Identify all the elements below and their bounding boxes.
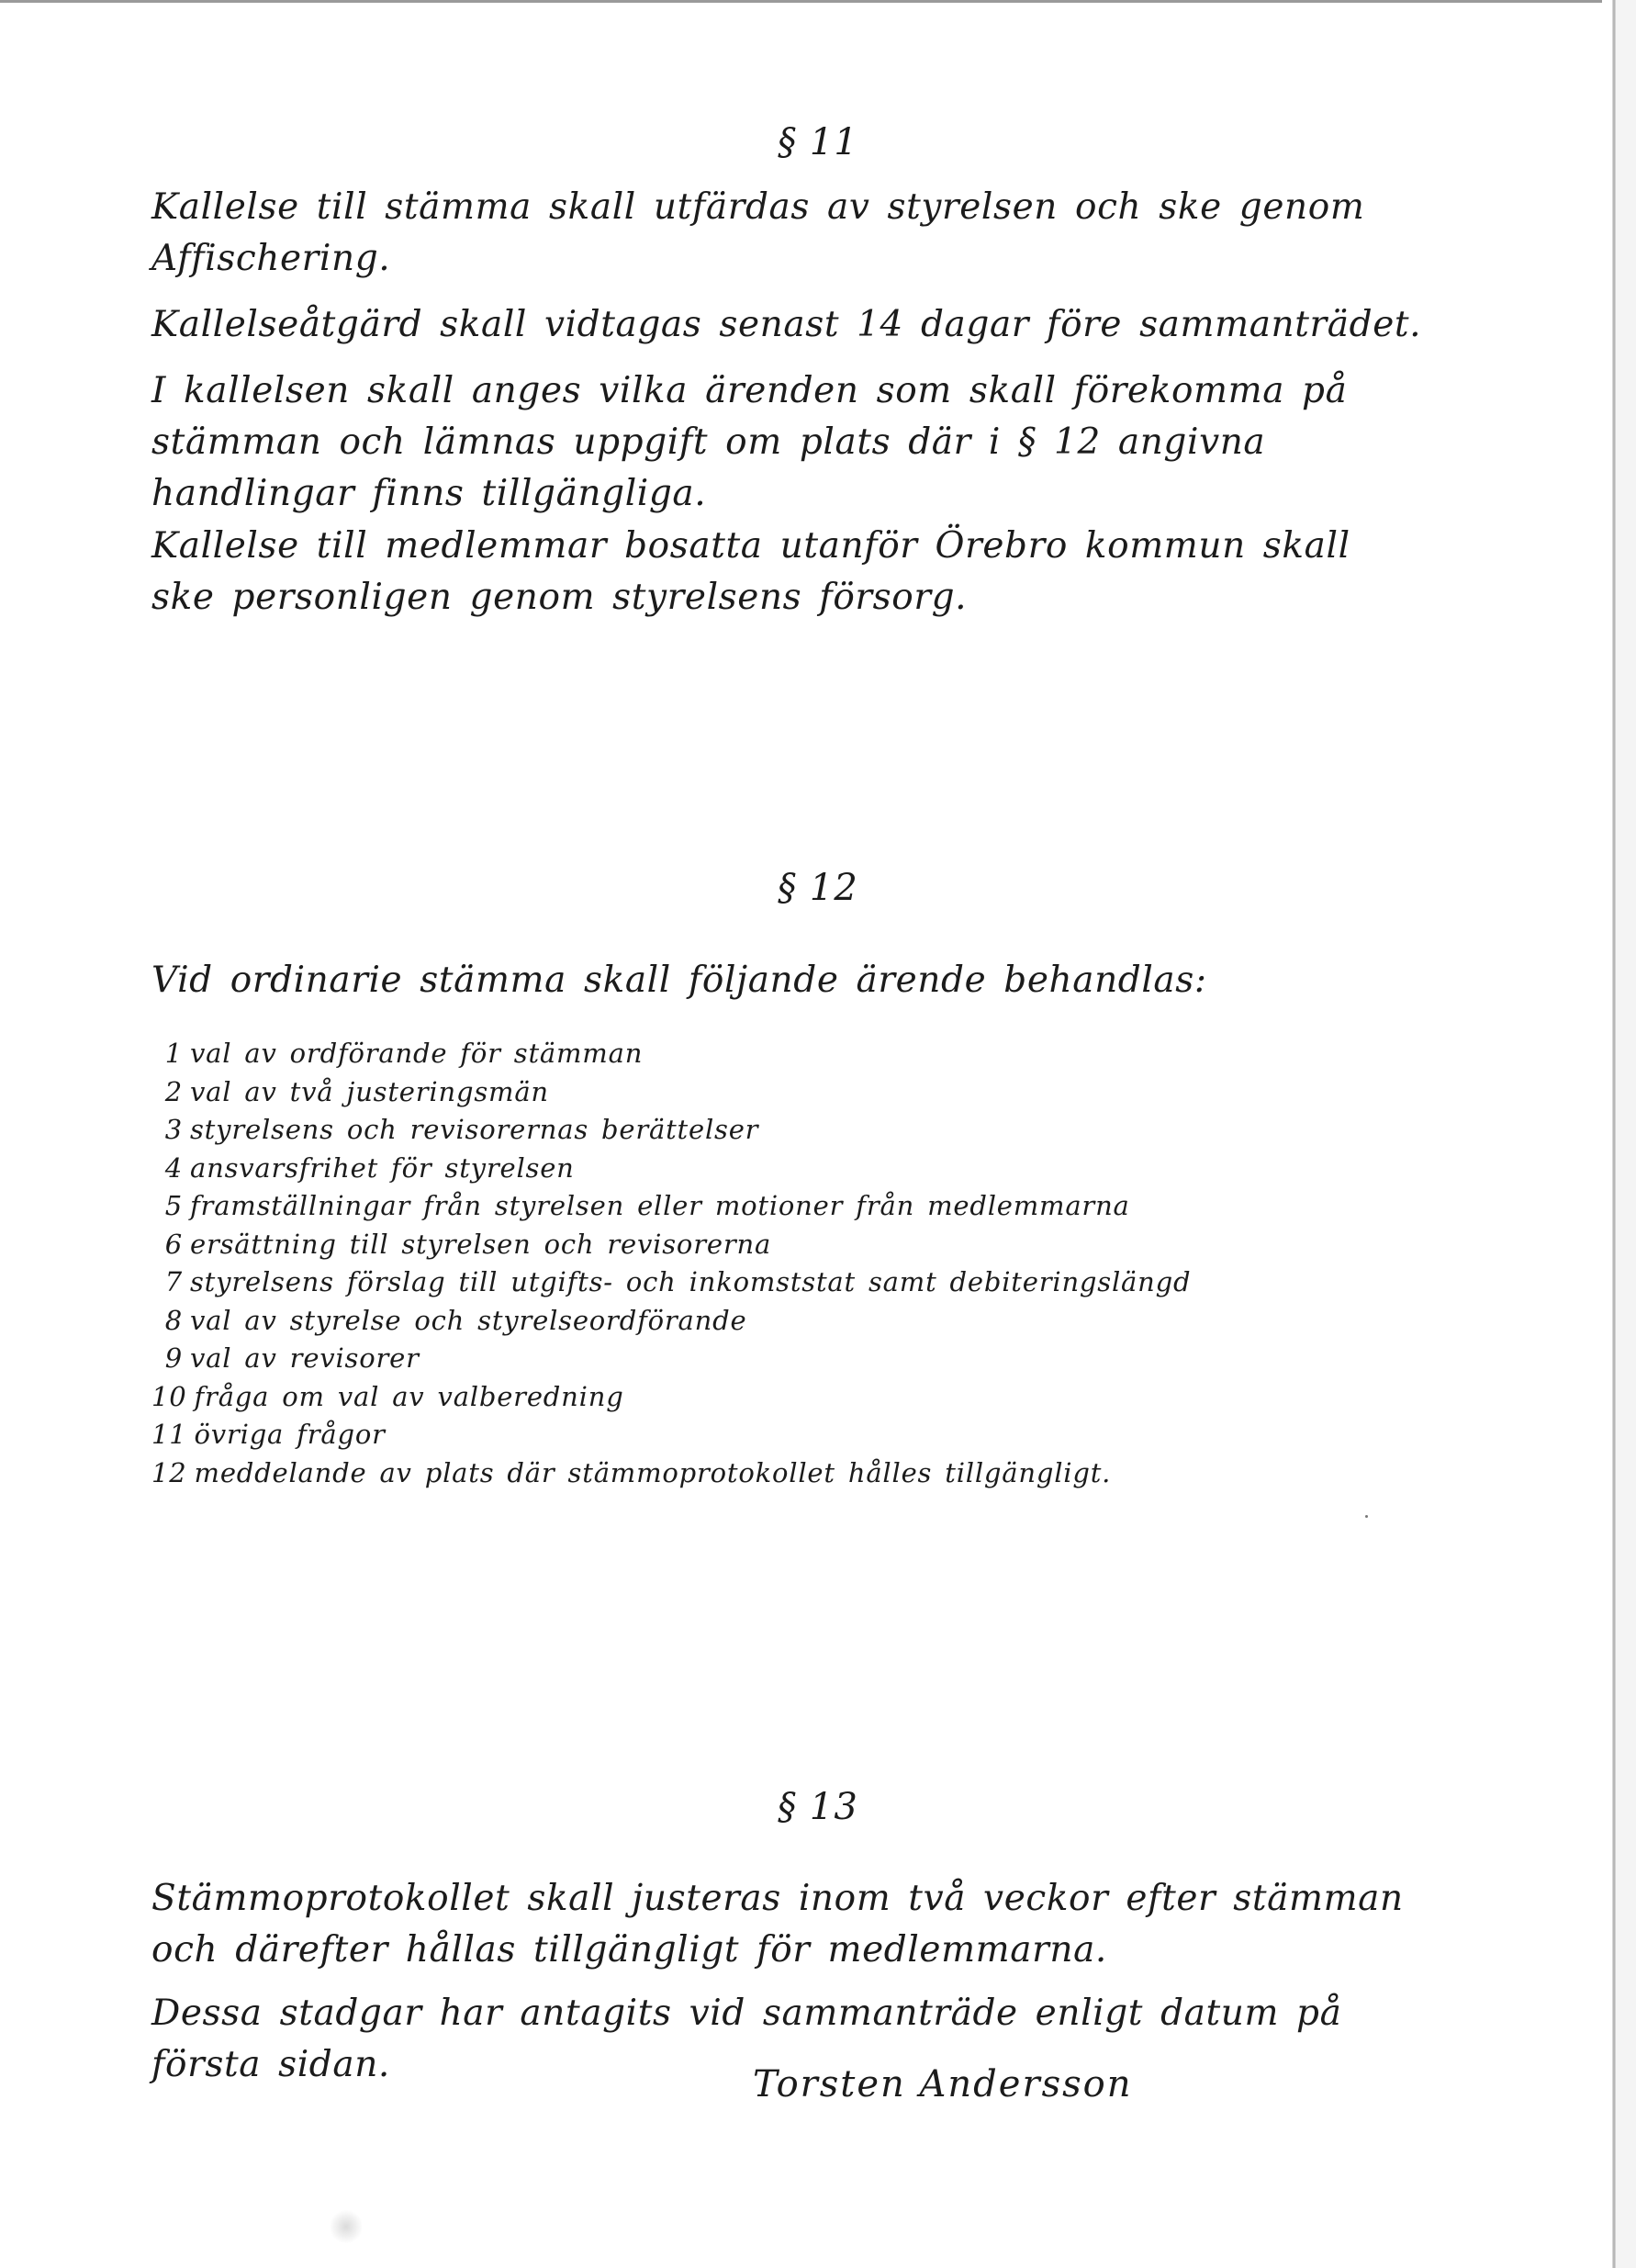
list-item (151, 1187, 1345, 1226)
list-item-text: styrelsens förslag till utgifts- och inkomststat samt debiteringslängd (190, 1266, 1192, 1297)
list-item-number: 5 (164, 1190, 183, 1221)
section-11-paragraph-4: Kallelse till medlemmar bosatta utanför Örebro kommun skall ske personligen genom styrelsens försorg. (151, 525, 1350, 618)
section-12-heading: § 12 (778, 867, 858, 909)
list-item-number: 12 (151, 1456, 187, 1488)
list-item-text: val av två justeringsmän (190, 1075, 549, 1107)
scan-top-edge (0, 0, 1602, 3)
list-item-text: övriga frågor (194, 1419, 386, 1450)
section-13-paragraph-2: Dessa stadgar har antagits vid sammanträde enligt datum på första sidan. (151, 1993, 1342, 2085)
list-item (151, 1111, 1345, 1150)
list-item (151, 1302, 1345, 1341)
section-11-paragraph-2: Kallelseåtgärd skall vidtagas senast 14 dagar före sammanträdet. (151, 304, 1422, 345)
list-item-number: 8 (164, 1304, 183, 1336)
list-item-number: 10 (151, 1380, 187, 1412)
list-item-number: 4 (164, 1151, 183, 1184)
scan-right-edge (1612, 0, 1616, 2268)
list-item (151, 1226, 1345, 1264)
list-item-number: 1 (164, 1038, 183, 1069)
agenda-list (151, 1035, 1345, 1492)
list-item (151, 1378, 1345, 1417)
section-11-paragraph-1: Kallelse till stämma skall utfärdas av styrelsen och ske genom Affischering. (151, 186, 1365, 279)
section-11-heading: § 11 (778, 121, 858, 163)
list-item (151, 1454, 1345, 1493)
list-item-text: framställningar från styrelsen eller motioner från medlemmarna (190, 1190, 1130, 1221)
list-item (151, 1073, 1345, 1112)
list-item-text: meddelande av plats där stämmoprotokollet hålles tillgängligt. (194, 1456, 1112, 1488)
list-item (151, 1416, 1345, 1454)
section-12-intro: Vid ordinarie stämma skall följande ärende behandlas: (151, 960, 1207, 1001)
list-item (151, 1150, 1345, 1188)
list-item-number: 2 (164, 1075, 183, 1107)
scan-smudge (331, 2208, 362, 2245)
list-item (151, 1263, 1345, 1302)
section-13-heading: § 13 (778, 1786, 858, 1828)
list-item-number: 7 (164, 1266, 183, 1297)
list-item-text: val av ordförande för stämman (190, 1038, 644, 1069)
signature: Torsten Andersson (753, 2063, 1133, 2105)
list-item-number: 6 (164, 1228, 183, 1260)
section-13-paragraph-1: Stämmoprotokollet skall justeras inom två veckor efter stämman och därefter hållas tillgängligt för medlemmarna. (151, 1878, 1404, 1970)
scan-speck (1365, 1515, 1368, 1518)
list-item-text: val av revisorer (190, 1342, 420, 1374)
list-item (151, 1035, 1345, 1073)
list-item-number: 3 (164, 1114, 183, 1145)
list-item-text: ersättning till styrelsen och revisorerna (190, 1228, 772, 1260)
list-item-text: val av styrelse och styrelseordförande (190, 1304, 747, 1336)
list-item-number: 11 (151, 1419, 187, 1450)
list-item-number: 9 (164, 1342, 183, 1374)
list-item (151, 1340, 1345, 1378)
section-11-paragraph-3: I kallelsen skall anges vilka ärenden som skall förekomma på stämman och lämnas uppgift om plats där i § 12 angivna handlingar finns tillgängliga. (151, 370, 1348, 514)
scan-right-shade (1616, 0, 1636, 2268)
list-item-text: styrelsens och revisorernas berättelser (190, 1114, 759, 1145)
list-item-text: fråga om val av valberedning (194, 1380, 624, 1412)
list-item-text: ansvarsfrihet för styrelsen (190, 1151, 575, 1184)
